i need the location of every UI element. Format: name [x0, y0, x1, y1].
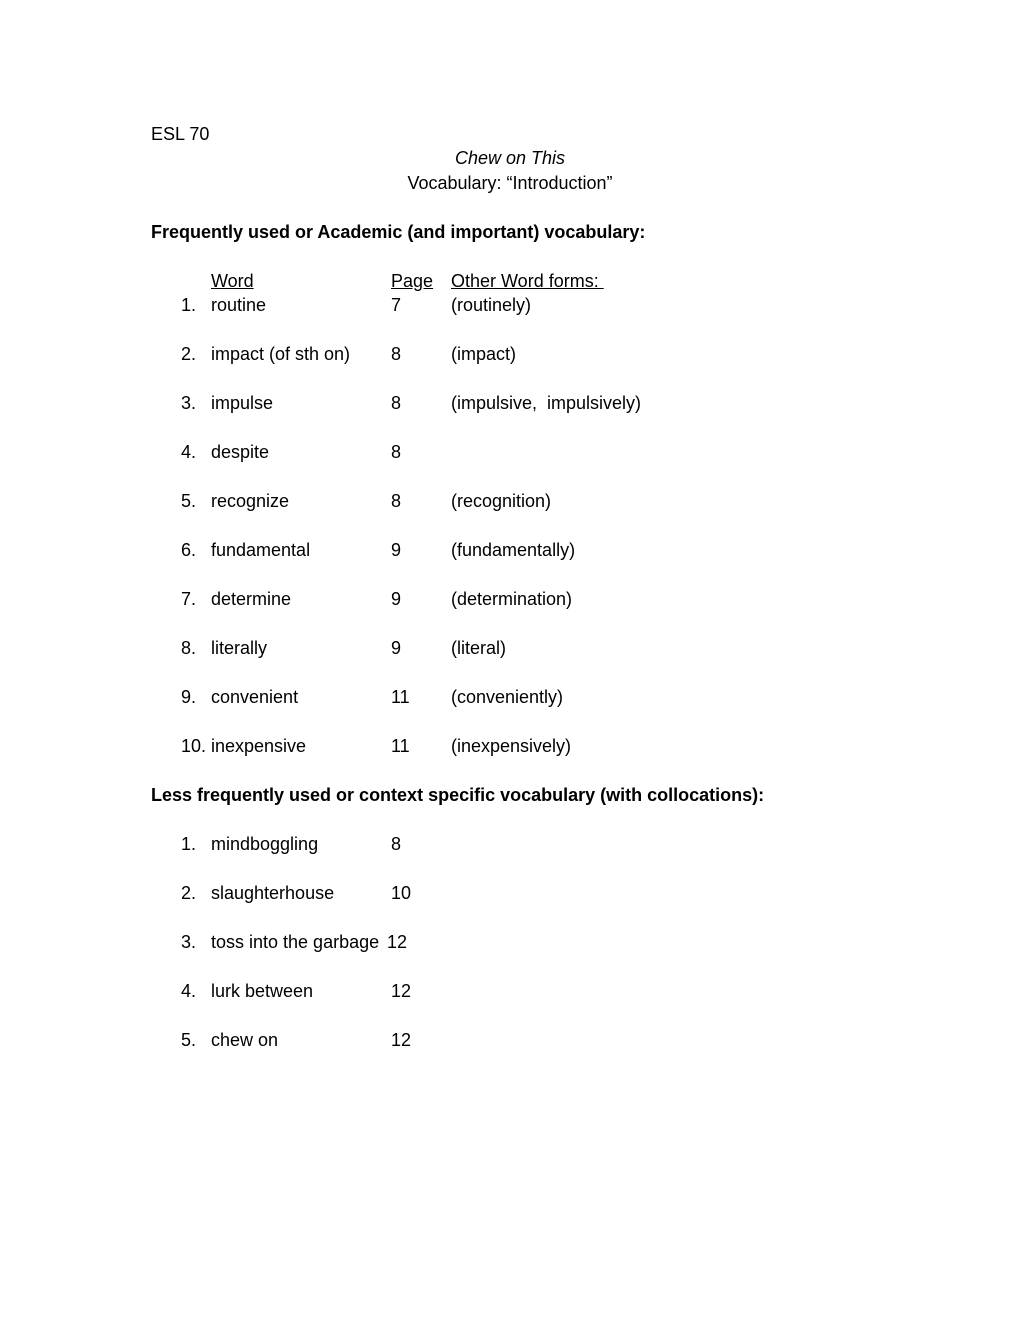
item-page: 8 [391, 344, 402, 364]
item-page: 8 [391, 834, 402, 854]
item-number: 2. [181, 344, 197, 364]
item-page: 12 [391, 981, 412, 1001]
item-word: determine [211, 589, 292, 609]
item-number: 5. [181, 491, 197, 511]
item-number: 1. [181, 834, 197, 854]
item-number: 7. [181, 589, 197, 609]
item-forms: (recognition) [451, 491, 552, 511]
item-forms: (determination) [451, 589, 573, 609]
item-word: literally [211, 638, 268, 658]
item-word: despite [211, 442, 270, 462]
column-header-word: Word [211, 271, 254, 291]
item-forms: (inexpensively) [451, 736, 572, 756]
section2-heading: Less frequently used or context specific vocabulary (with collocations): [151, 785, 765, 805]
item-page: 9 [391, 589, 402, 609]
item-page: 8 [391, 393, 402, 413]
item-word: inexpensive [211, 736, 307, 756]
page-subtitle: Vocabulary: “Introduction” [407, 173, 613, 193]
item-number: 9. [181, 687, 197, 707]
item-page: 7 [391, 295, 402, 315]
book-title: Chew on This [454, 148, 566, 168]
course-code: ESL 70 [151, 124, 210, 144]
item-word: chew on [211, 1030, 279, 1050]
item-word: fundamental [211, 540, 311, 560]
item-page: 12 [387, 932, 408, 952]
item-number: 3. [181, 393, 197, 413]
item-page: 12 [391, 1030, 412, 1050]
item-page: 9 [391, 540, 402, 560]
item-number: 8. [181, 638, 197, 658]
item-number: 5. [181, 1030, 197, 1050]
item-forms: (routinely) [451, 295, 532, 315]
item-number: 1. [181, 295, 197, 315]
item-word: convenient [211, 687, 299, 707]
column-header-forms: Other Word forms: [451, 271, 604, 291]
item-word: recognize [211, 491, 290, 511]
item-page: 9 [391, 638, 402, 658]
item-forms: (fundamentally) [451, 540, 576, 560]
item-word: impulse [211, 393, 274, 413]
item-page: 8 [391, 442, 402, 462]
item-number: 6. [181, 540, 197, 560]
item-page: 11 [391, 736, 410, 756]
item-word: impact (of sth on) [211, 344, 351, 364]
item-word: routine [211, 295, 267, 315]
item-number: 4. [181, 442, 197, 462]
item-word: lurk between [211, 981, 314, 1001]
item-number: 3. [181, 932, 197, 952]
item-forms: (conveniently) [451, 687, 564, 707]
item-forms: (literal) [451, 638, 507, 658]
item-forms: (impulsive, impulsively) [451, 393, 642, 413]
section1-heading: Frequently used or Academic (and important) vocabulary: [151, 222, 646, 242]
item-forms: (impact) [451, 344, 517, 364]
item-word: toss into the garbage [211, 932, 380, 952]
item-page: 10 [391, 883, 412, 903]
item-word: mindboggling [211, 834, 319, 854]
item-number: 2. [181, 883, 197, 903]
item-number: 10. [181, 736, 207, 756]
item-page: 8 [391, 491, 402, 511]
item-number: 4. [181, 981, 197, 1001]
item-page: 11 [391, 687, 410, 707]
item-word: slaughterhouse [211, 883, 335, 903]
column-header-page: Page [391, 271, 434, 291]
